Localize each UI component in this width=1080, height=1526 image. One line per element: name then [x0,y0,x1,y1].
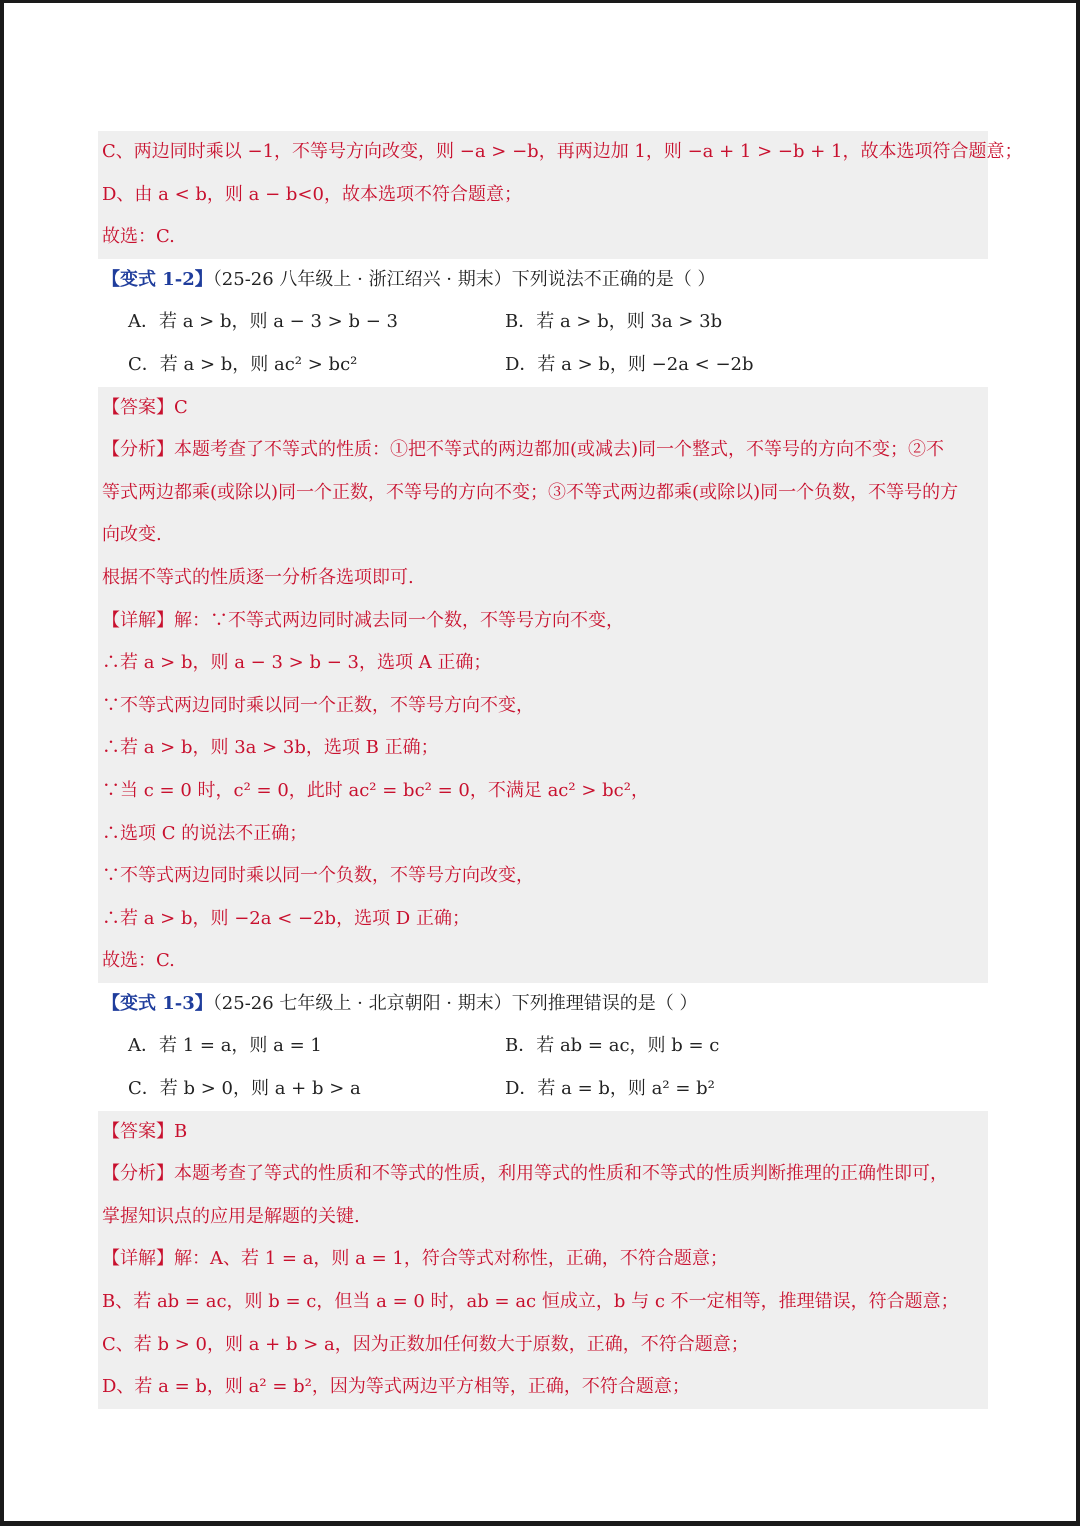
detail-line: ∴若 a > b，则 3a > 3b，选项 B 正确； [102,737,439,759]
analysis-line: 根据不等式的性质逐一分析各选项即可. [102,566,414,588]
document-page [4,3,1076,1521]
question-1-2-title [98,259,988,302]
question-tag: 【变式 1-3】 [102,992,213,1014]
detail-line: B、若 ab = ac，则 b = c，但当 a = 0 时，ab = ac 恒成立，b 与 c 不一定相等，推理错误，符合题意； [102,1291,959,1313]
analysis-line: 【分析】本题考查了不等式的性质：①把不等式的两边都加(或减去)同一个整式，不等号的方向不变；②不 [102,439,945,461]
detail-line: ∴选项 C 的说法不正确； [102,822,308,844]
option-c: C．若 b > 0，则 a + b > a [128,1078,361,1100]
detail-line: ∴若 a > b，则 a − 3 > b − 3，选项 A 正确； [102,652,492,674]
question-1-2-options-row-1 [98,301,988,344]
detail-line: 【详解】解：A、若 1 = a，则 a = 1，符合等式对称性，正确，不符合题意； [102,1248,728,1270]
analysis-line: 掌握知识点的应用是解题的关键. [102,1205,360,1227]
option-c: C．若 a > b，则 ac² > bc² [128,353,358,375]
question-1-3-options-row-1 [98,1025,988,1068]
page-content [98,131,1023,1409]
detail-line: ∵不等式两边同时乘以同一个正数，不等号方向不变， [102,694,534,716]
detail-line: C、若 b > 0，则 a + b > a，因为正数加任何数大于原数，正确，不符合题意； [102,1333,749,1355]
solution-block-1-2 [98,387,988,983]
question-text: （25-26 七年级上 · 北京朝阳 · 期末）下列推理错误的是（ ） [212,992,698,1014]
option-b: B．若 a > b，则 3a > 3b [505,311,723,333]
detail-line: ∴若 a > b，则 −2a < −2b，选项 D 正确； [102,907,470,929]
detail-line: D、若 a = b，则 a² = b²，因为等式两边平方相等，正确，不符合题意； [102,1376,690,1398]
solution-block-1-3 [98,1111,988,1409]
solution-line: D、由 a < b，则 a − b<0，故本选项不符合题意； [102,183,522,205]
answer-line: 【答案】B [102,1120,188,1142]
analysis-line: 向改变. [102,524,162,546]
detail-line: 【详解】解：∵不等式两边同时减去同一个数，不等号方向不变， [102,609,624,631]
option-a: A．若 1 = a，则 a = 1 [128,1035,322,1057]
detail-line: ∵不等式两边同时乘以同一个负数，不等号方向改变， [102,865,534,887]
question-1-3-title [98,983,988,1026]
detail-line: 故选：C. [102,950,175,972]
option-b: B．若 ab = ac，则 b = c [505,1035,720,1057]
solution-line: C、两边同时乘以 −1，不等号方向改变，则 −a > −b，再两边加 1，则 −a + 1 > −b + 1，故本选项符合题意； [102,141,1023,162]
analysis-line: 等式两边都乘(或除以)同一个正数，不等号的方向不变；③不等式两边都乘(或除以)同一个负数，不等号的方 [102,481,959,503]
analysis-line: 【分析】本题考查了等式的性质和不等式的性质，利用等式的性质和不等式的性质判断推理的正确性即可， [102,1163,948,1185]
solution-line: 故选：C. [102,226,175,248]
option-d: D．若 a = b，则 a² = b² [505,1078,715,1100]
question-1-2-options-row-2 [98,344,988,387]
question-1-3-options-row-2 [98,1068,988,1111]
solution-block-1-1-tail [98,131,1023,259]
option-d: D．若 a > b，则 −2a < −2b [505,353,754,375]
question-text: （25-26 八年级上 · 浙江绍兴 · 期末）下列说法不正确的是（ ） [212,268,716,290]
detail-line: ∵当 c = 0 时，c² = 0，此时 ac² = bc² = 0，不满足 ac² > bc²， [102,779,649,801]
question-tag: 【变式 1-2】 [102,268,213,290]
option-a: A．若 a > b，则 a − 3 > b − 3 [128,311,398,333]
answer-line: 【答案】C [102,396,188,418]
